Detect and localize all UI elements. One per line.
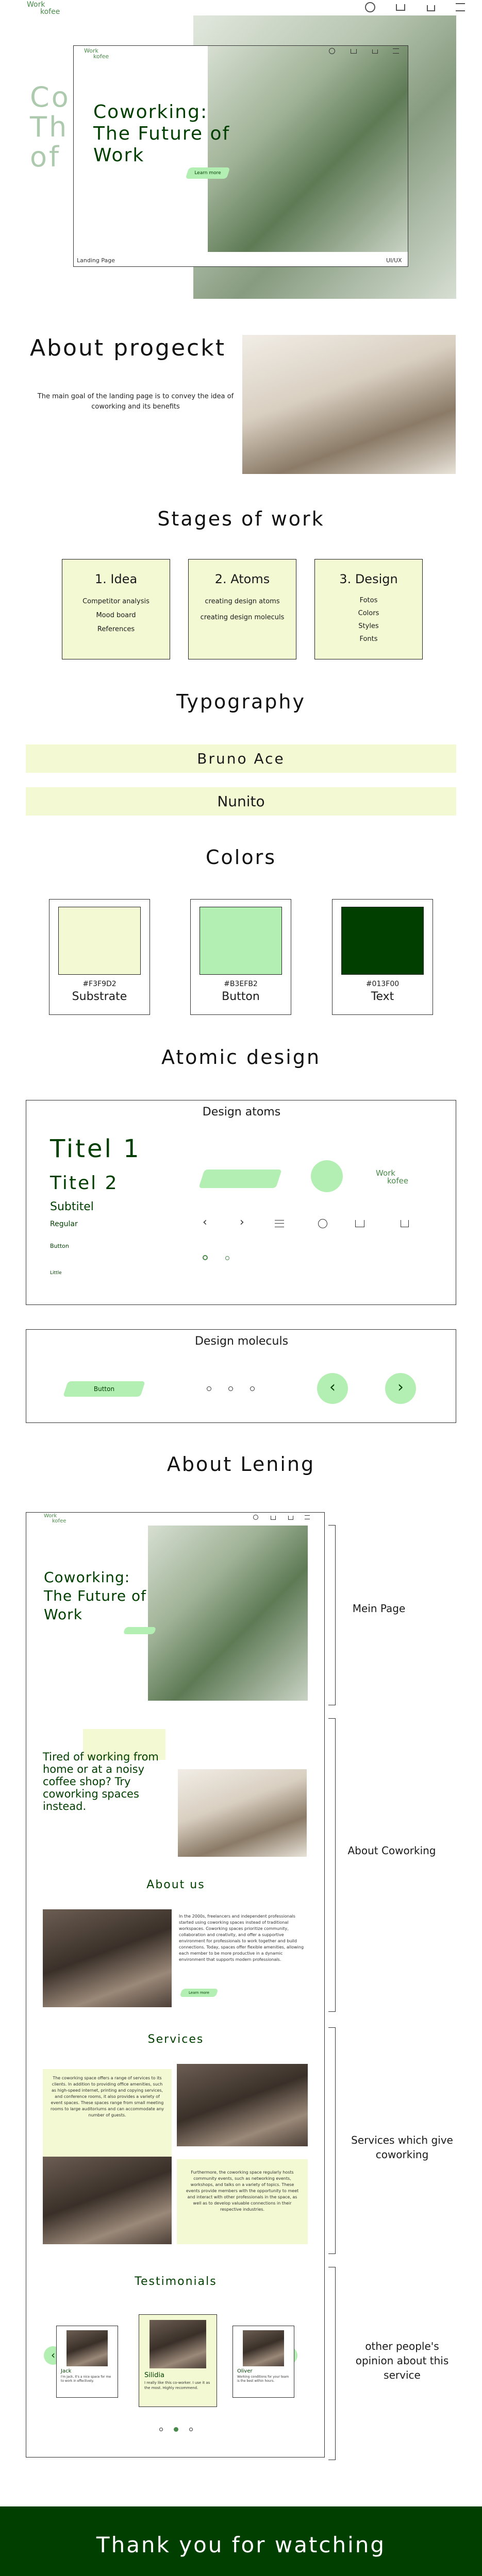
dot[interactable] — [174, 2427, 178, 2432]
color-swatch-substrate — [58, 907, 141, 975]
hero-label-right: UI/UX — [386, 257, 402, 264]
color-name: Button — [222, 990, 260, 1003]
stages-title: Stages of work — [157, 507, 325, 530]
about-project-title: About progeckt — [30, 335, 226, 361]
type-little: Little — [50, 1270, 62, 1276]
stage-item: Competitor analysis — [82, 598, 149, 605]
dot[interactable] — [228, 1386, 233, 1391]
stage-item: Fonts — [359, 635, 378, 643]
hero-button-label: Learn more — [194, 171, 221, 176]
color-swatch-button — [200, 907, 282, 975]
annotation-services: Services which give coworking — [351, 2134, 453, 2161]
mock-services-card-1 — [43, 2069, 172, 2157]
menu-icon[interactable] — [275, 1220, 284, 1227]
user-icon[interactable] — [253, 1515, 258, 1520]
stage-item: Colors — [358, 609, 379, 617]
stage-card-heading: 1. Idea — [94, 572, 138, 586]
mock-testimonial-card-jack — [56, 2326, 118, 2398]
annotation-testimonials: other people's opinion about this service — [355, 2340, 449, 2381]
hero-bg-word-2: Th — [30, 111, 69, 143]
stage-card-idea — [62, 559, 170, 659]
mock-hero-photo — [148, 1526, 308, 1701]
mock-services-title: Services — [147, 2033, 204, 2046]
colors-title: Colors — [205, 846, 276, 869]
cart-icon[interactable] — [271, 1516, 276, 1520]
mock-hero-title: Coworking: The Future of Work — [44, 1569, 147, 1623]
carousel-next-button[interactable]: › — [385, 1373, 416, 1404]
design-moleculs-title: Design moleculs — [194, 1335, 289, 1348]
mock-testimonial-prev[interactable]: ‹ — [44, 2346, 62, 2365]
mock-learn-more-label: Learn more — [189, 1991, 209, 1995]
footer-banner — [0, 2506, 482, 2576]
color-name: Substrate — [72, 990, 127, 1003]
type-button: Button — [50, 1243, 69, 1249]
user-icon[interactable] — [329, 48, 335, 54]
typography-title: Typography — [176, 690, 306, 713]
stage-item: Styles — [358, 622, 379, 630]
pagination-dots[interactable] — [207, 1386, 263, 1393]
mock-testimonial-card-oliver — [232, 2326, 294, 2398]
mock-tired-photo — [178, 1769, 307, 1857]
testimonial-quote: I'm Jack, it's a nice space for me to work in effectively. — [61, 2375, 111, 2383]
carousel-prev-button[interactable]: ‹ — [317, 1373, 348, 1404]
bracket-about-coworking — [328, 1718, 336, 2012]
mock-logo-line2: kofee — [52, 1518, 67, 1524]
home-icon[interactable] — [427, 5, 435, 11]
design-moleculs-panel — [26, 1329, 456, 1423]
cart-icon[interactable] — [396, 4, 405, 11]
design-atoms-panel — [26, 1100, 456, 1305]
type-regular: Regular — [50, 1220, 78, 1228]
mock-services-card-2 — [177, 2159, 308, 2244]
about-project-photo — [242, 335, 456, 474]
cart-icon[interactable] — [355, 1220, 364, 1227]
mock-testimonial-card-silidia — [139, 2314, 217, 2407]
dot[interactable] — [207, 1386, 211, 1391]
testimonial-name: Silidia — [144, 2371, 164, 2379]
color-name: Text — [371, 990, 394, 1003]
logo-line1: Work — [27, 1, 45, 9]
font-sample-nunito: Nunito — [26, 787, 456, 816]
mock-logo-line1: Work — [44, 1513, 57, 1519]
hero-label-left: Landing Page — [77, 257, 115, 264]
hero-mockup-photo — [208, 46, 408, 252]
type-titel-2: Titel 2 — [50, 1173, 119, 1194]
dot-empty — [225, 1256, 229, 1260]
mock-about-text: In the 2000s, freelancers and independent professionals started using coworking spaces instead of traditional workspaces. Coworking spaces prioritize community, collaboration and creativity, and offer a supportive environment for professionals to work together and build connections. Today, spaces offer flexible amenities, allowing each member to be more productive in a dynamic environment that supports modern professionals. — [179, 1914, 304, 1962]
mock-services-photo-2 — [43, 2157, 172, 2244]
menu-icon[interactable] — [393, 48, 399, 54]
footer-text: Thank you for watching — [96, 2532, 386, 2557]
hero-bg-word-1: Co — [30, 81, 71, 113]
mock-nav-icons — [253, 1515, 311, 1521]
about-project-text: The main goal of the landing page is to convey the idea of coworking and its benefits — [37, 393, 234, 411]
stage-card-heading: 2. Atoms — [214, 572, 270, 586]
hero-title: Coworking: The Future of Work — [93, 101, 230, 166]
hero-section — [0, 0, 482, 304]
chevron-right-icon[interactable]: › — [240, 1216, 244, 1229]
stage-card-design — [314, 559, 423, 659]
mock-about-us-title: About us — [146, 1878, 205, 1891]
atom-logo-line1: Work — [376, 1168, 395, 1178]
avatar — [67, 2330, 108, 2366]
bracket-main-page — [328, 1525, 336, 1705]
avatar — [149, 2320, 206, 2368]
mock-services-text-2: Furthermore, the coworking space regularly hosts community events, such as networking events, workshops, and talks on a variety of topics. These events provide members with the opportunity to meet and interact with other professionals in the space, as well as to develop valuable connections in their respective industries. — [186, 2170, 299, 2212]
stage-item: creating design moleculs — [200, 614, 285, 621]
color-card-substrate — [49, 899, 150, 1015]
home-icon[interactable] — [288, 1516, 293, 1520]
design-atoms-title: Design atoms — [202, 1106, 281, 1118]
stage-item: References — [97, 625, 135, 633]
dot[interactable] — [189, 2428, 193, 2431]
bracket-services — [328, 2027, 336, 2254]
dot[interactable] — [250, 1386, 255, 1391]
annotation-main-page: Mein Page — [352, 1602, 406, 1615]
hero-bg-word-3: of — [30, 141, 61, 173]
hero-bg-text — [30, 82, 71, 172]
mock-testimonial-dots[interactable] — [159, 2427, 195, 2432]
landing-mockup — [26, 1512, 325, 2458]
color-swatch-text — [341, 907, 424, 975]
user-icon[interactable] — [318, 1219, 327, 1228]
cart-icon[interactable] — [351, 49, 357, 54]
testimonial-name: Jack — [61, 2368, 72, 2374]
logo-line2: kofee — [40, 8, 60, 16]
mockup-nav-icons — [329, 48, 401, 55]
color-hex: #F3F9D2 — [82, 980, 117, 988]
mock-tired-text: Tired of working from home or at a noisy coffee shop? Try coworking spaces instead. — [43, 1751, 159, 1812]
home-icon[interactable] — [401, 1220, 409, 1227]
stage-card-heading: 3. Design — [339, 572, 398, 586]
bracket-testimonials — [328, 2267, 336, 2460]
mock-about-learn-more[interactable] — [179, 1989, 218, 1997]
mockup-logo — [84, 48, 109, 59]
mockup-logo-line1: Work — [84, 47, 98, 54]
testimonial-name: Oliver — [237, 2368, 253, 2374]
color-hex: #B3EFB2 — [224, 980, 258, 988]
mockup-logo-line2: kofee — [93, 53, 109, 60]
molecul-button-label: Button — [93, 1385, 115, 1393]
atom-button-shape[interactable] — [198, 1170, 282, 1188]
type-titel-1: Titel 1 — [50, 1134, 141, 1163]
color-card-button — [190, 899, 291, 1015]
mock-testimonials-title: Testimonials — [135, 2275, 217, 2288]
font-sample-bruno: Bruno Ace — [26, 744, 456, 773]
hero-mockup-frame — [73, 45, 408, 267]
avatar — [243, 2330, 284, 2366]
hero-learn-more-button[interactable] — [185, 167, 230, 179]
atom-logo — [376, 1170, 408, 1185]
top-nav-icons — [365, 2, 463, 13]
mock-logo — [44, 1514, 66, 1524]
color-card-text — [332, 899, 433, 1015]
logo — [27, 1, 60, 15]
atom-circle — [311, 1160, 343, 1192]
chevron-left-icon[interactable]: ‹ — [203, 1216, 207, 1229]
type-subtitel: Subtitel — [50, 1200, 94, 1213]
dot-filled — [203, 1255, 208, 1260]
testimonial-quote: I really like this co-worker. I use it as the most. Highly recommend. — [144, 2381, 210, 2390]
about-project-section — [0, 330, 482, 479]
user-icon[interactable] — [365, 2, 375, 12]
menu-icon[interactable] — [305, 1515, 310, 1519]
mock-services-photo-1 — [177, 2064, 308, 2146]
stage-item: Mood board — [96, 612, 136, 619]
home-icon[interactable] — [372, 49, 378, 54]
mock-hero-button[interactable] — [123, 1627, 157, 1634]
stage-card-atoms — [188, 559, 296, 659]
molecul-button[interactable] — [63, 1381, 145, 1397]
mock-about-photo — [43, 1909, 172, 2007]
mock-services-text-1: The coworking space offers a range of services to its clients. In addition to providing office amenities, such as high-speed internet, printing and copying services, and conference rooms, it also provides a variety of event spaces. These spaces range from small meeting rooms to large auditoriums and can accommodate any number of guests. — [50, 2076, 164, 2117]
testimonial-quote: Working conditions for your team is the best within hours. — [237, 2375, 289, 2383]
annotation-about-coworking: About Coworking — [347, 1844, 436, 1857]
menu-icon[interactable] — [456, 3, 465, 11]
atomic-title: Atomic design — [161, 1046, 321, 1069]
stage-item: Fotos — [359, 597, 378, 604]
dot[interactable] — [159, 2428, 163, 2431]
atom-logo-line2: kofee — [387, 1176, 409, 1185]
about-lening-title: About Lening — [167, 1453, 315, 1476]
stage-item: creating design atoms — [205, 598, 280, 605]
color-hex: #013F00 — [365, 980, 400, 988]
